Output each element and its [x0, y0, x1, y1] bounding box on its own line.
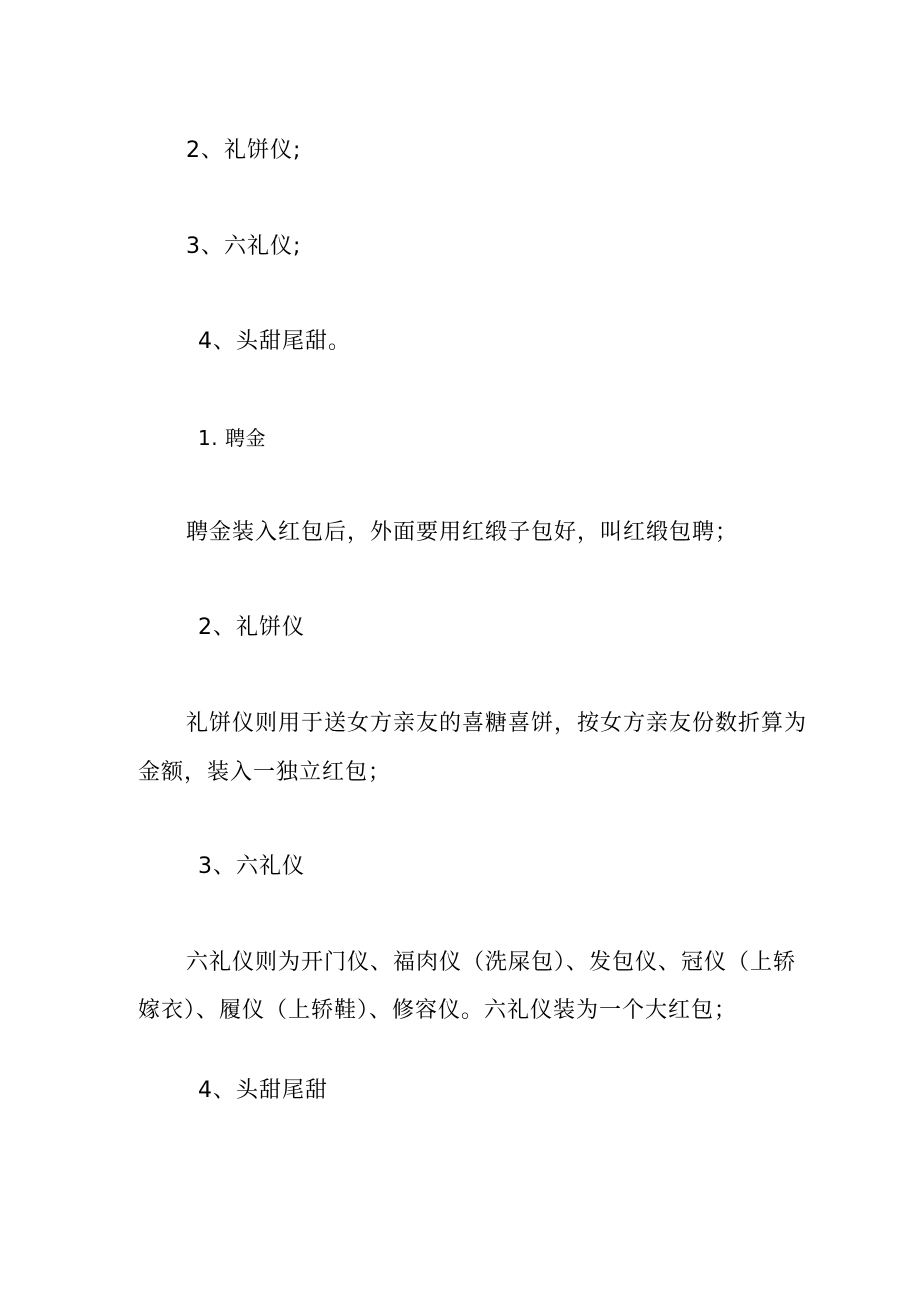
- section-body-3-line-2: 嫁衣）、履仪（上轿鞋）、修容仪。六礼仪装为一个大红包；: [138, 998, 738, 1023]
- section-heading-2: 2、礼饼仪: [198, 615, 305, 640]
- toc-item-4: 4、头甜尾甜。: [198, 329, 351, 354]
- section-heading-4: 4、头甜尾甜: [198, 1078, 328, 1103]
- section-body-2-line-2: 金额，装入一独立红包；: [138, 760, 392, 785]
- section-body-2-line-1: 礼饼仪则用于送女方亲友的喜糖喜饼，按女方亲友份数折算为: [186, 711, 808, 736]
- section-body-1: 聘金装入红包后，外面要用红缎子包好，叫红缎包聘；: [186, 520, 739, 545]
- toc-item-3: 3、六礼仪;: [186, 234, 302, 259]
- section-body-3-line-1: 六礼仪则为开门仪、福肉仪（洗屎包）、发包仪、冠仪（上轿: [186, 950, 797, 975]
- section-heading-1: 1. 聘金: [198, 426, 266, 450]
- toc-item-2: 2、礼饼仪;: [186, 138, 302, 163]
- section-heading-3: 3、六礼仪: [198, 854, 305, 879]
